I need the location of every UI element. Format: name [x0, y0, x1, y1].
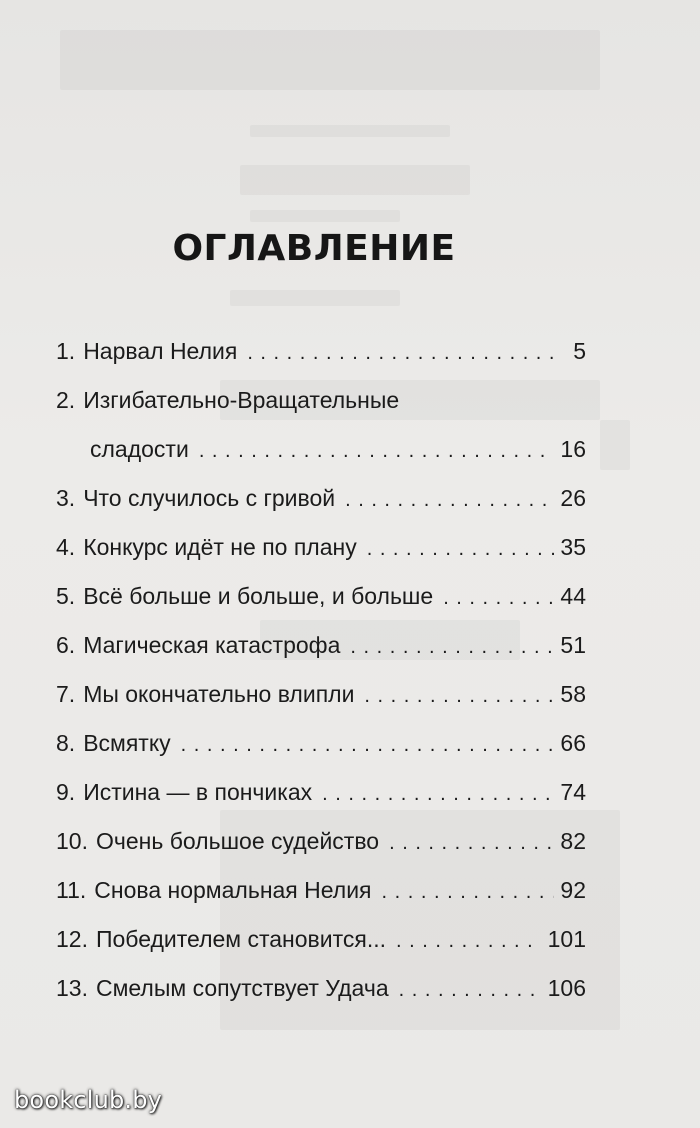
- entry-title-continued: сладости: [90, 436, 189, 462]
- dot-leader: [345, 485, 554, 515]
- entry-title: Победителем становится...: [95, 926, 387, 952]
- dot-leader: [181, 730, 555, 760]
- table-of-contents: [56, 336, 586, 1022]
- toc-entry: [56, 728, 586, 777]
- watermark: bookclub.by: [14, 1086, 163, 1114]
- entry-page: 74: [560, 779, 586, 805]
- entry-page: 44: [560, 583, 586, 609]
- entry-page: 58: [560, 681, 586, 707]
- toc-entry: [56, 973, 586, 1022]
- entry-number: 5.: [56, 583, 76, 609]
- dot-leader: [382, 877, 555, 907]
- entry-page: 35: [560, 534, 586, 560]
- bleed-through-block: [600, 420, 630, 470]
- entry-page: 92: [560, 877, 586, 903]
- entry-title: Конкурс идёт не по плану: [83, 534, 357, 560]
- entry-number: 9.: [56, 779, 76, 805]
- bleed-through-block: [250, 125, 450, 137]
- dot-leader: [199, 436, 555, 466]
- entry-page: 82: [560, 828, 586, 854]
- entry-page: 51: [560, 632, 586, 658]
- entry-title: Истина — в пончиках: [83, 779, 313, 805]
- entry-title: Магическая катастрофа: [83, 632, 341, 658]
- entry-number: 3.: [56, 485, 76, 511]
- entry-page: 26: [560, 485, 586, 511]
- dot-leader: [247, 338, 558, 368]
- toc-entry: [56, 875, 586, 924]
- dot-leader: [396, 926, 542, 956]
- entry-title: Всмятку: [83, 730, 171, 756]
- entry-number: 6.: [56, 632, 76, 658]
- entry-title: Очень большое судейство: [95, 828, 380, 854]
- entry-number: 8.: [56, 730, 76, 756]
- toc-entry: [56, 630, 586, 679]
- bleed-through-block: [240, 165, 470, 195]
- toc-entry: [56, 924, 586, 973]
- entry-title: Изгибательно-Вращательные: [83, 387, 400, 413]
- entry-number: 13.: [56, 975, 88, 1001]
- entry-page: 101: [547, 926, 586, 952]
- dot-leader: [367, 534, 555, 564]
- bleed-through-block: [60, 30, 600, 90]
- toc-entry: [56, 385, 586, 483]
- entry-title: Смелым сопутствует Удача: [95, 975, 389, 1001]
- entry-number: 12.: [56, 926, 88, 952]
- dot-leader: [364, 681, 554, 711]
- toc-entry: [56, 532, 586, 581]
- entry-page: 5: [573, 338, 586, 364]
- entry-title: Снова нормальная Нелия: [94, 877, 372, 903]
- entry-title: Всё больше и больше, и больше: [83, 583, 434, 609]
- toc-entry: [56, 679, 586, 728]
- entry-number: 10.: [56, 828, 88, 854]
- entry-number: 11.: [56, 877, 87, 903]
- dot-leader: [389, 828, 554, 858]
- entry-page: 66: [560, 730, 586, 756]
- dot-leader: [350, 632, 554, 662]
- entry-number: 2.: [56, 387, 76, 413]
- entry-page: 106: [547, 975, 586, 1001]
- dot-leader: [399, 975, 542, 1005]
- entry-title: Мы окончательно влипли: [83, 681, 355, 707]
- toc-entry: [56, 777, 586, 826]
- bleed-through-block: [230, 290, 400, 306]
- entry-number: 1.: [56, 338, 76, 364]
- entry-title: Нарвал Нелия: [83, 338, 238, 364]
- toc-entry: [56, 826, 586, 875]
- toc-entry: [56, 336, 586, 385]
- entry-page: 16: [560, 436, 586, 462]
- entry-title: Что случилось с гривой: [83, 485, 336, 511]
- dot-leader: [322, 779, 554, 809]
- toc-entry: [56, 581, 586, 630]
- toc-entry: [56, 483, 586, 532]
- bleed-through-block: [250, 210, 400, 222]
- entry-number: 7.: [56, 681, 76, 707]
- page-title: ОГЛАВЛЕНИЕ: [172, 228, 456, 269]
- dot-leader: [443, 583, 554, 613]
- entry-number: 4.: [56, 534, 76, 560]
